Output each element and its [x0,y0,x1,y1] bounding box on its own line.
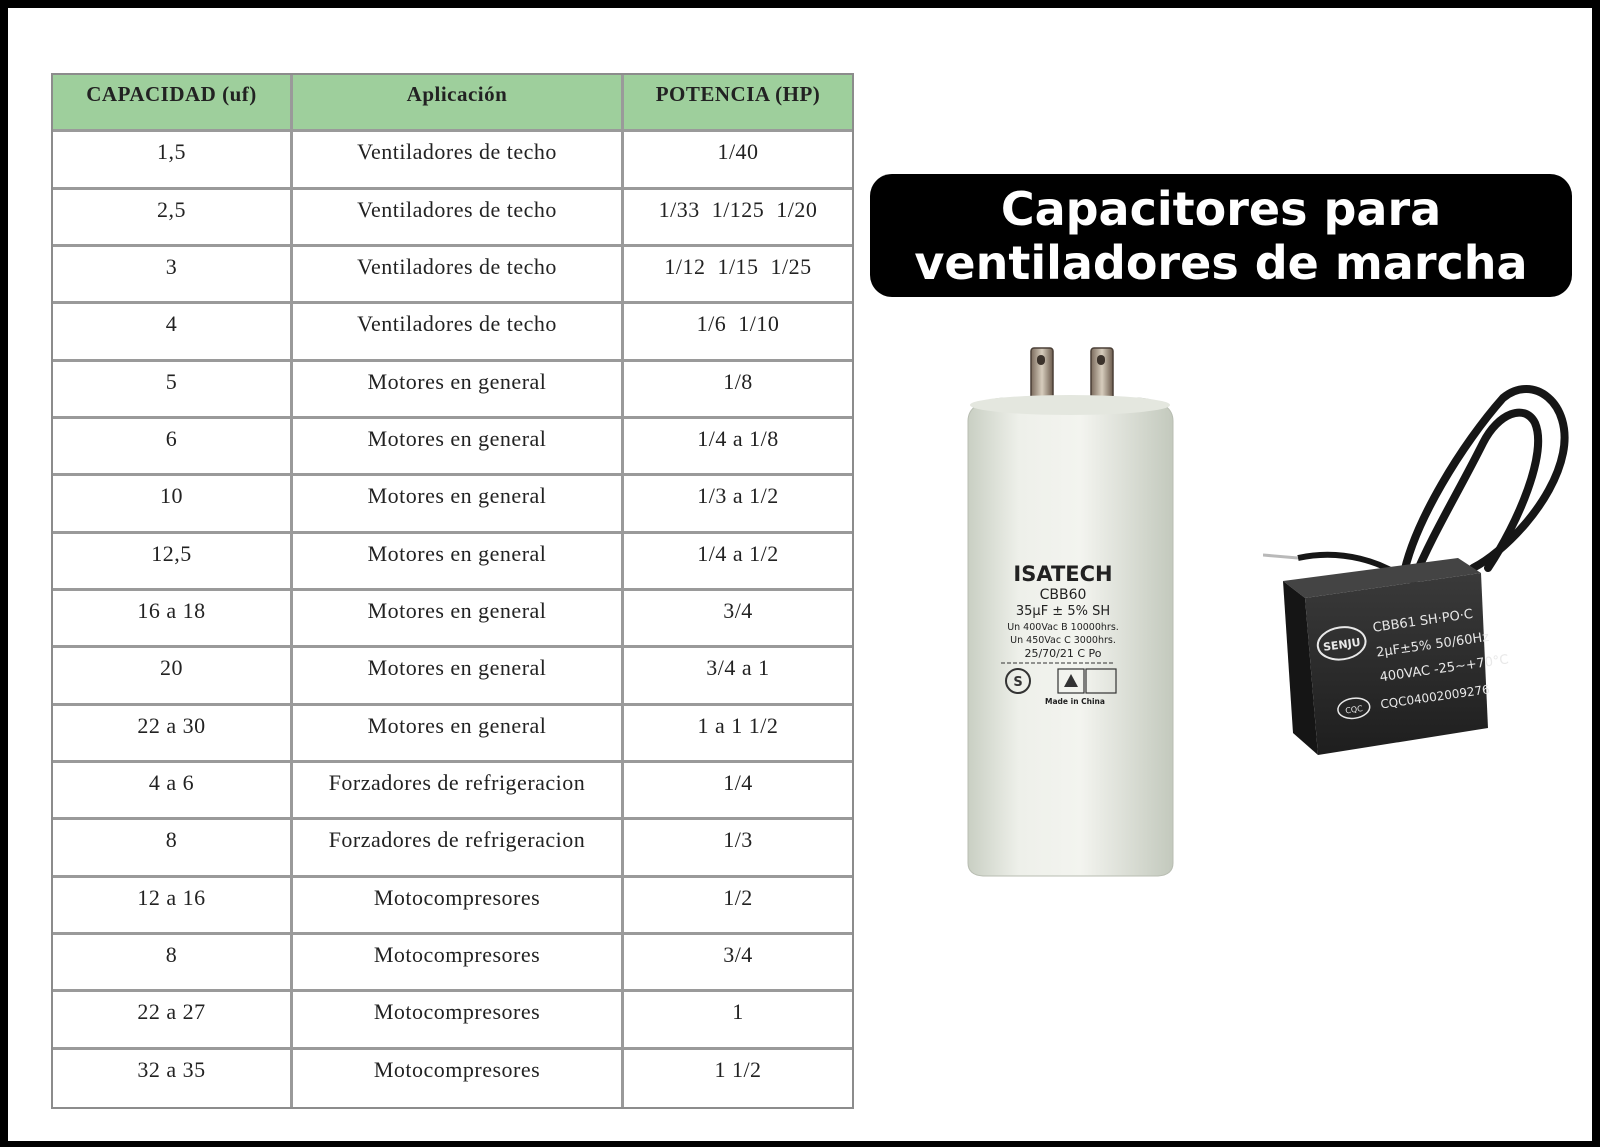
header-potencia: POTENCIA (HP) [624,75,852,132]
cell-aplicacion: Motores en general [293,706,624,763]
cell-capacidad: 4 a 6 [53,763,293,820]
cell-aplicacion: Motores en general [293,362,624,419]
white-cap-spec1: Un 400Vac B 10000hrs. [1007,622,1119,633]
table-row [53,935,852,992]
black-cap-line2: 2µF±5% 50/60Hz [1375,629,1491,661]
cell-capacidad: 22 a 27 [53,992,293,1050]
terminal-tabs [1031,348,1113,403]
table-row [53,132,852,190]
capacitor-table [51,73,854,1109]
cell-potencia: 1/4 [624,763,852,820]
cell-capacidad: 2,5 [53,190,293,247]
title-line-1: Capacitores para [1000,181,1442,236]
white-cap-spec2: Un 450Vac C 3000hrs. [1010,635,1116,646]
table-row [53,534,852,591]
cell-capacidad: 16 a 18 [53,591,293,648]
white-capacitor-image [963,343,1178,883]
white-cap-spec3: 25/70/21 C Po [1024,647,1102,660]
cell-capacidad: 5 [53,362,293,419]
table-row [53,476,852,534]
cell-potencia: 1/3 [624,820,852,878]
table-row [53,820,852,878]
cell-capacidad: 32 a 35 [53,1050,293,1107]
cell-potencia: 1/33 1/125 1/20 [624,190,852,247]
table-row [53,992,852,1050]
cell-potencia: 1/6 1/10 [624,304,852,362]
table-row [53,1050,852,1107]
cell-capacidad: 1,5 [53,132,293,190]
black-cap-line1: CBB61 SH·PO·C [1371,606,1474,636]
cell-capacidad: 8 [53,820,293,878]
cell-aplicacion: Forzadores de refrigeracion [293,763,624,820]
cell-potencia: 1/40 [624,132,852,190]
table-row [53,648,852,706]
title-banner [870,174,1572,297]
cell-potencia: 3/4 a 1 [624,648,852,706]
cell-capacidad: 20 [53,648,293,706]
table-row [53,247,852,304]
cell-potencia: 3/4 [624,935,852,992]
white-cap-brand: ISATECH [1013,562,1113,586]
black-capacitor-image [1263,383,1583,773]
black-cap-line3: 400VAC -25~+70°C [1378,652,1510,686]
cell-aplicacion: Ventiladores de techo [293,132,624,190]
cell-capacidad: 10 [53,476,293,534]
cell-aplicacion: Motocompresores [293,935,624,992]
cell-capacidad: 12 a 16 [53,878,293,935]
table-row [53,304,852,362]
black-cap-line4: CQC04002009276 [1379,682,1491,712]
cell-aplicacion: Ventiladores de techo [293,247,624,304]
cell-aplicacion: Motores en general [293,591,624,648]
cell-aplicacion: Motocompresores [293,992,624,1050]
cell-potencia: 1 a 1 1/2 [624,706,852,763]
svg-text:S: S [1013,675,1023,690]
table-row [53,362,852,419]
page [8,8,1592,1141]
cell-capacidad: 8 [53,935,293,992]
white-cap-model: CBB60 [1039,587,1087,603]
table-row [53,190,852,247]
white-cap-origin: Made in China [1045,697,1105,706]
header-aplicacion: Aplicación [293,75,624,132]
cell-capacidad: 3 [53,247,293,304]
cell-aplicacion: Motores en general [293,534,624,591]
header-capacidad: CAPACIDAD (uf) [53,75,293,132]
white-cap-rating: 35µF ± 5% SH [1015,604,1111,619]
cell-aplicacion: Forzadores de refrigeracion [293,820,624,878]
cell-aplicacion: Motores en general [293,419,624,476]
cell-potencia: 1/12 1/15 1/25 [624,247,852,304]
cell-potencia: 3/4 [624,591,852,648]
cell-capacidad: 4 [53,304,293,362]
table-row [53,591,852,648]
cell-potencia: 1/4 a 1/2 [624,534,852,591]
table-row [53,763,852,820]
cell-aplicacion: Motores en general [293,648,624,706]
cell-potencia: 1/3 a 1/2 [624,476,852,534]
cell-capacidad: 22 a 30 [53,706,293,763]
table-row [53,878,852,935]
table-row [53,419,852,476]
cell-potencia: 1/4 a 1/8 [624,419,852,476]
table-header-row [53,75,852,132]
cell-aplicacion: Ventiladores de techo [293,190,624,247]
cell-aplicacion: Motocompresores [293,1050,624,1107]
black-cap-brand: SENJU [1322,635,1362,654]
black-cap-cert: CQC [1344,704,1364,716]
lead-wires [1263,389,1565,581]
cell-potencia: 1 1/2 [624,1050,852,1107]
cell-aplicacion: Motores en general [293,476,624,534]
title-line-2: ventiladores de marcha [914,235,1528,290]
cell-aplicacion: Motocompresores [293,878,624,935]
cell-capacidad: 12,5 [53,534,293,591]
cell-potencia: 1/2 [624,878,852,935]
cell-capacidad: 6 [53,419,293,476]
cell-potencia: 1/8 [624,362,852,419]
table-row [53,706,852,763]
cell-aplicacion: Ventiladores de techo [293,304,624,362]
cell-potencia: 1 [624,992,852,1050]
table-body [53,132,852,1107]
